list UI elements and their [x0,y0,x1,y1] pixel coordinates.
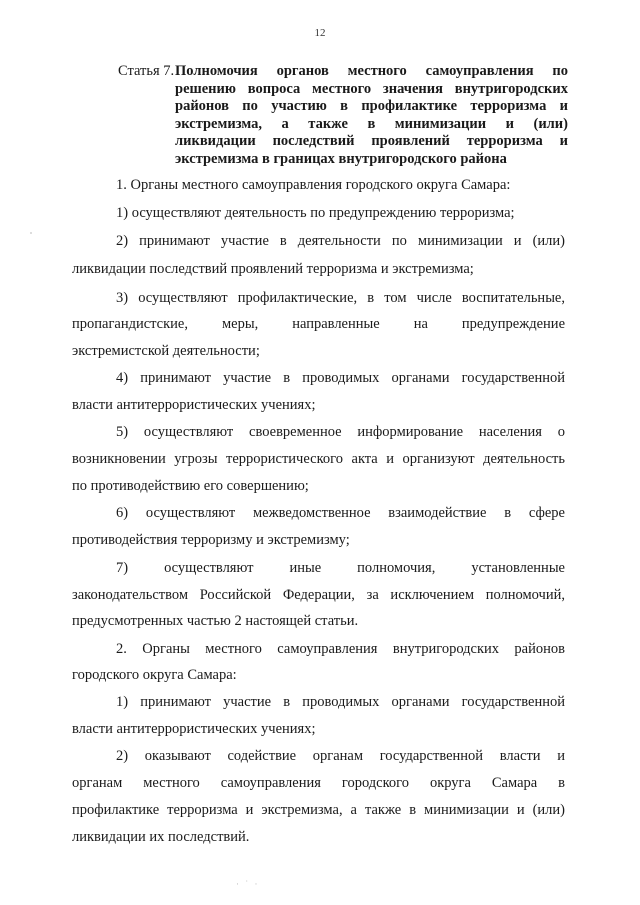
body-line: власти антитеррористических учениях; [72,721,316,737]
body-line: по противодействию его совершению; [72,478,309,494]
body-line: экстремистской деятельности; [72,343,260,359]
body-line: 5) осуществляют своевременное информирование населения о [116,424,565,440]
body-line: законодательством Российской Федерации, за исключением полномочий, [72,587,565,603]
article-title-line: ликвидации последствий проявлений терроризма и [175,133,568,149]
body-line: органам местного самоуправления городского округа Самара в [72,775,565,791]
page-number: 12 [314,27,326,39]
body-line: 4) принимают участие в проводимых органами государственной [116,370,565,386]
body-line: 2) оказывают содействие органам государственной власти и [116,748,565,764]
article-title-line: Полномочия органов местного самоуправления по [175,63,568,79]
body-line: 7) осуществляют иные полномочия, установленные [116,560,565,576]
body-line: городского округа Самара: [72,667,237,683]
article-title [175,63,568,168]
body-line: 2) принимают участие в деятельности по минимизации и (или) [116,233,565,249]
body-line: 1) принимают участие в проводимых органами государственной [116,694,565,710]
body-line: 3) осуществляют профилактические, в том числе воспитательные, [116,290,565,306]
body-line: власти антитеррористических учениях; [72,397,316,413]
body-line: 6) осуществляют межведомственное взаимодействие в сфере [116,505,565,521]
body-line: противодействия терроризму и экстремизму; [72,532,350,548]
body-line: ликвидации их последствий. [72,829,250,845]
body-line: возникновении угрозы террористического акта и организуют деятельность [72,451,565,467]
body-line: предусмотренных частью 2 настоящей статьи. [72,613,359,629]
article-label: Статья 7. [118,63,175,79]
body-line: 1. Органы местного самоуправления городского округа Самара: [116,177,511,193]
scan-smudge: · ˙ · [236,879,260,889]
body-line: пропагандистские, меры, направленные на предупреждение [72,316,565,332]
body-line: 2. Органы местного самоуправления внутригородских районов [116,641,565,657]
article-title-line: экстремизма, а также в минимизации и (или) [175,115,568,132]
article-title-line: экстремизма в границах внутригородского района [175,150,507,167]
body-line: 1) осуществляют деятельность по предупреждению терроризма; [116,205,515,221]
article-title-line: решению вопроса местного значения внутригородских [175,80,568,97]
body-line: ликвидации последствий проявлений терроризма и экстремизма; [72,261,474,277]
article-title-line: районов по участию в профилактике терроризма и [175,98,568,114]
scan-speck [30,232,32,234]
body-line: профилактике терроризма и экстремизма, а также в минимизации и (или) [72,802,565,818]
